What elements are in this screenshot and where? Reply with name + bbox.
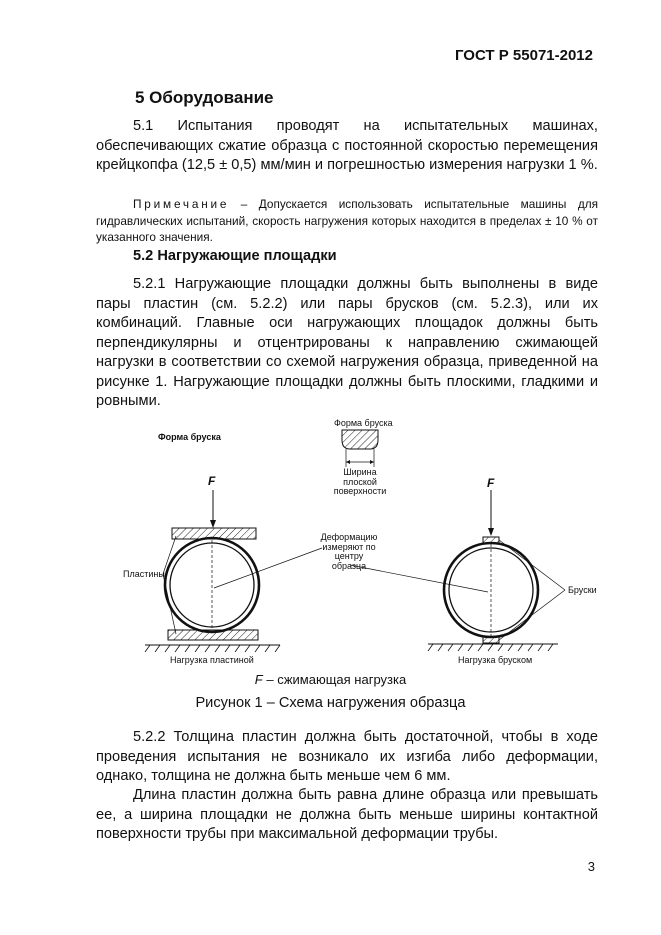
paragraph-5-1 — [96, 117, 598, 176]
label-flat-width-line: поверхности — [333, 486, 387, 496]
legend-text: – сжимающая нагрузка — [262, 672, 407, 687]
page-number: 3 — [587, 859, 595, 874]
label-deformation-line: измеряют по — [322, 541, 376, 552]
label-flat-width-line: Ширина — [343, 467, 377, 477]
paragraph-5-2-2-text: 5.2.2 Толщина пластин должна быть достаточной, чтобы в ходе проведения испытания не возникало их изгиба либо деформации, однако, толщина не должна быть меньше чем 6 мм. — [96, 729, 598, 784]
legend-symbol: F — [254, 672, 263, 687]
bottom-bar — [483, 637, 499, 643]
label-flat-width — [330, 468, 390, 497]
label-deformation-line: центру — [334, 551, 364, 561]
subsection-title: 5.2 Нагружающие площадки — [133, 248, 337, 264]
ground-hatch-right — [428, 644, 553, 651]
force-arrow-left-head — [210, 520, 216, 528]
note-text: – Допускается использовать испытательные машины для гидравлических испытаний, скорость нагружения которых находится в пределах ± 10 % от указанного значения. — [96, 197, 598, 244]
label-load-plate: Нагрузка пластиной — [170, 655, 254, 665]
paragraph-plate-length-text: Длина пластин должна быть равна длине образца или превышать ее, а ширина площадки не должна быть меньше ширины контактной поверхности трубы при максимальной деформации трубы. — [96, 787, 598, 842]
ground-hatch-left — [145, 645, 280, 652]
deformation-leader-left — [214, 548, 322, 588]
paragraph-plate-length — [96, 786, 598, 845]
paragraph-5-1-text: 5.1 Испытания проводят на испытательных машинах, обеспечивающих сжатие образца с постоянной скоростью перемещения крейцкопфа (12,5 ± 0,5) мм/мин и погрешностью измерения нагрузки 1 %. — [96, 118, 598, 173]
figure-legend — [0, 672, 661, 687]
paragraph-5-2-1-text: 5.2.1 Нагружающие площадки должны быть выполнены в виде пары пластин (см. 5.2.2) или пары брусков (см. 5.2.3), или их комбинаций. Главные оси нагружающих площадок должны быть перпендикулярны и отцентрированы к направлению сжимающей нагрузки в соответствии со схемой нагружения образца, приведенной на рисунке 1. Нагружающие площадки должны быть плоскими, гладкими и ровными. — [96, 276, 598, 409]
document-code-header: ГОСТ Р 55071-2012 — [454, 47, 593, 64]
label-load-bar: Нагрузка бруском — [458, 655, 533, 665]
figure-caption: Рисунок 1 – Схема нагружения образца — [195, 695, 466, 711]
label-deformation-line: Деформацию — [320, 532, 378, 542]
label-bar-shape-left: Форма бруска — [158, 432, 221, 442]
label-bars: Бруски — [568, 585, 597, 595]
bar-shape-profile — [342, 430, 378, 449]
paragraph-5-2-2 — [96, 728, 598, 787]
label-force-left: F — [208, 474, 216, 488]
label-plates: Пластины — [123, 569, 165, 579]
label-deformation-line: образца — [331, 560, 367, 571]
note-block — [96, 196, 598, 246]
note-label: Примечание — [133, 197, 230, 211]
label-force-right: F — [487, 476, 495, 490]
force-arrow-right-head — [488, 528, 494, 536]
label-flat-width-line: плоской — [343, 476, 377, 487]
label-bar-shape-top: Форма бруска — [334, 418, 393, 428]
section-title: 5 Оборудование — [135, 88, 274, 107]
paragraph-5-2-1 — [96, 275, 598, 412]
bottom-plate — [168, 630, 258, 640]
label-deformation — [318, 533, 380, 571]
